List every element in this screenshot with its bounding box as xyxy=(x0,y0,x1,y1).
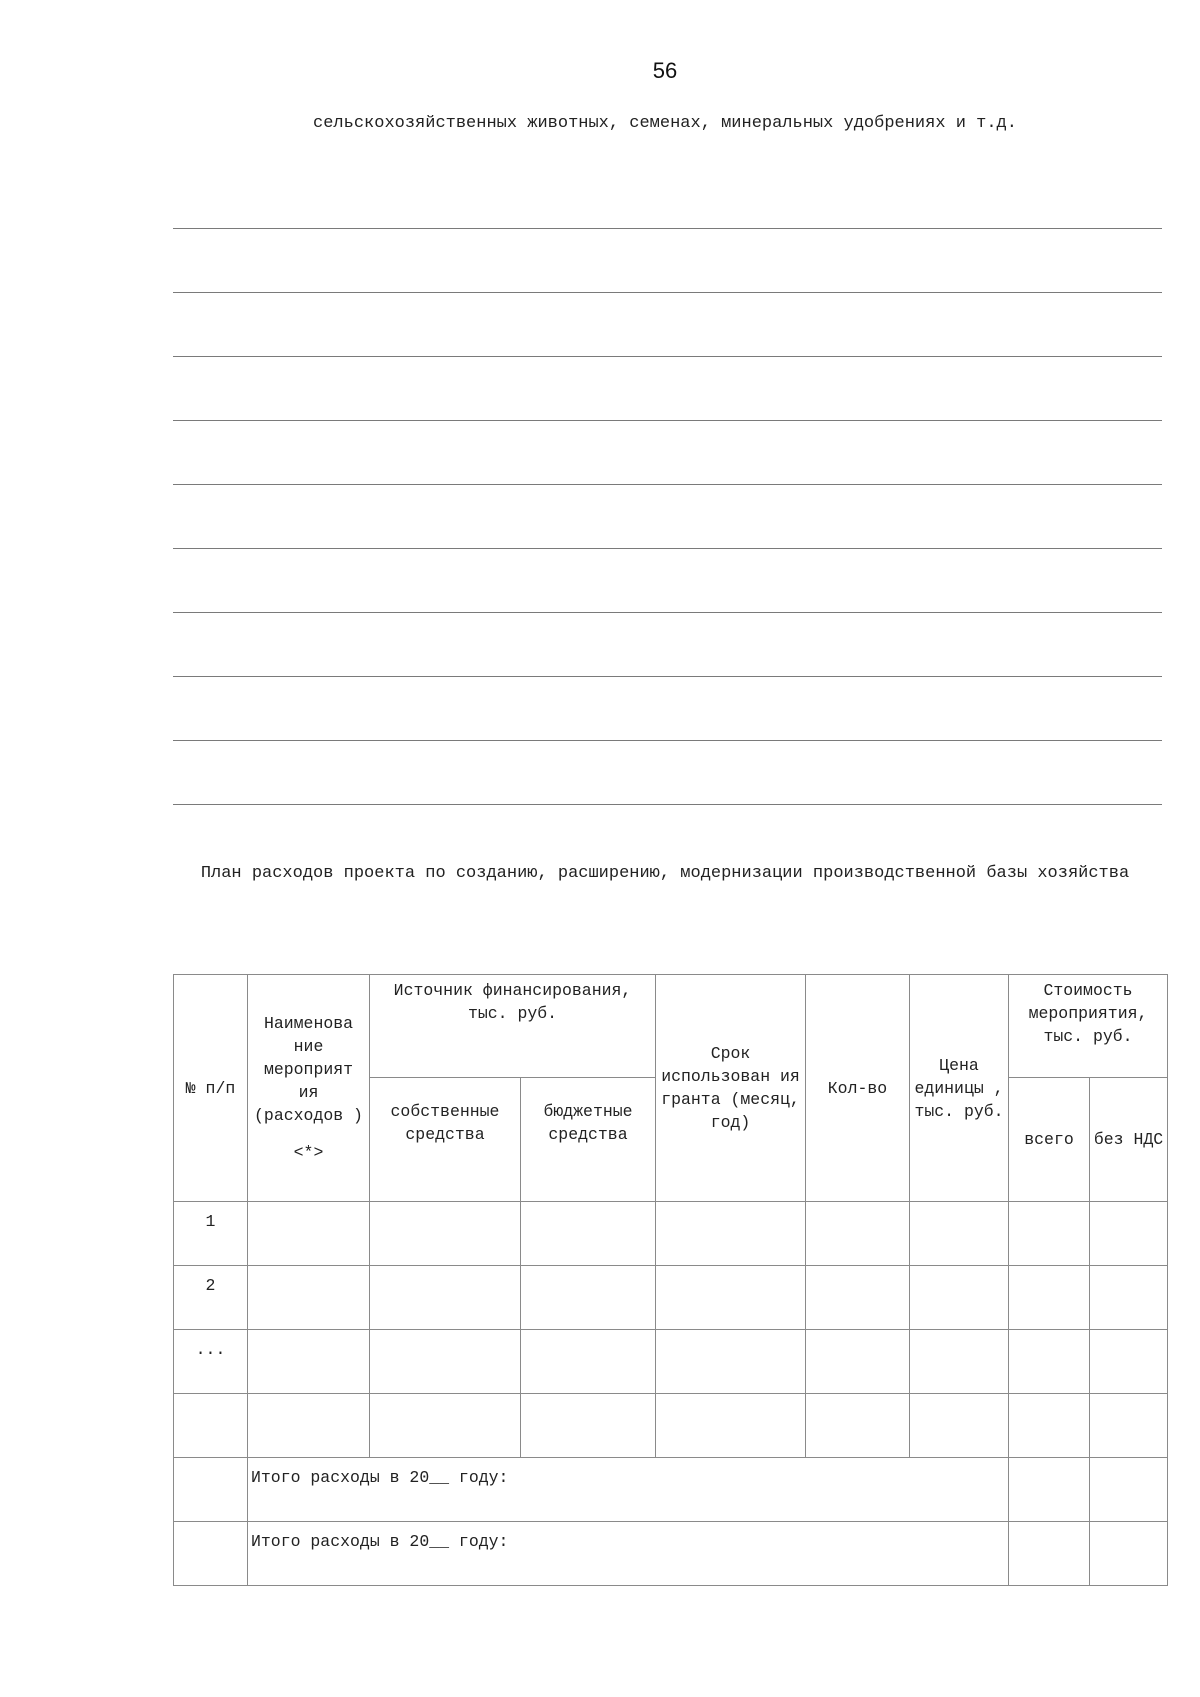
cell-qty[interactable] xyxy=(806,1202,910,1266)
table-row xyxy=(174,1330,1168,1394)
cell-qty[interactable] xyxy=(806,1394,910,1458)
table-row xyxy=(174,1266,1168,1330)
header-source-own: собственные средства xyxy=(370,1078,521,1202)
header-qty: Кол-во xyxy=(806,975,910,1202)
blank-line xyxy=(173,804,1162,805)
cell-term[interactable] xyxy=(656,1394,806,1458)
header-name-note: <*> xyxy=(293,1143,324,1162)
blank-line xyxy=(173,740,1162,741)
row-number: ... xyxy=(174,1330,248,1394)
totals-row-number xyxy=(174,1458,248,1522)
cell-cost-total[interactable] xyxy=(1009,1202,1090,1266)
cell-name[interactable] xyxy=(248,1266,370,1330)
cell-term[interactable] xyxy=(656,1330,806,1394)
header-price: Цена единицы , тыс. руб. xyxy=(910,975,1009,1202)
table-row xyxy=(174,1394,1168,1458)
totals-label: Итого расходы в 20__ году: xyxy=(248,1522,1009,1586)
blank-line xyxy=(173,612,1162,613)
blank-line xyxy=(173,484,1162,485)
cell-qty[interactable] xyxy=(806,1330,910,1394)
cell-qty[interactable] xyxy=(806,1266,910,1330)
totals-row-number xyxy=(174,1522,248,1586)
cell-own[interactable] xyxy=(370,1394,521,1458)
blank-line xyxy=(173,356,1162,357)
cell-own[interactable] xyxy=(370,1266,521,1330)
cell-cost-no-vat[interactable] xyxy=(1090,1330,1168,1394)
header-name: Наименова ние мероприят ия (расходов ) <*> xyxy=(248,975,370,1202)
cell-cost-total[interactable] xyxy=(1009,1330,1090,1394)
header-source: Источник финансирования, тыс. руб. xyxy=(370,975,656,1078)
intro-text: сельскохозяйственных животных, семенах, минеральных удобрениях и т.д. xyxy=(313,114,1017,133)
cell-price[interactable] xyxy=(910,1266,1009,1330)
header-cost-no-vat: без НДС xyxy=(1090,1078,1168,1202)
header-num: № п/п xyxy=(174,975,248,1202)
cell-cost-no-vat[interactable] xyxy=(1090,1394,1168,1458)
cell-total-no-vat[interactable] xyxy=(1090,1458,1168,1522)
cell-term[interactable] xyxy=(656,1266,806,1330)
cell-price[interactable] xyxy=(910,1202,1009,1266)
table-caption: План расходов проекта по созданию, расширению, модернизации производственной базы хозяйства xyxy=(200,864,1130,883)
table-row xyxy=(174,1202,1168,1266)
page-number: 56 xyxy=(652,58,678,83)
totals-row xyxy=(174,1522,1168,1586)
blank-line xyxy=(173,676,1162,677)
blank-line xyxy=(173,548,1162,549)
cell-cost-no-vat[interactable] xyxy=(1090,1266,1168,1330)
cell-total-sum[interactable] xyxy=(1009,1522,1090,1586)
cell-own[interactable] xyxy=(370,1330,521,1394)
cell-budget[interactable] xyxy=(521,1330,656,1394)
totals-label: Итого расходы в 20__ году: xyxy=(248,1458,1009,1522)
header-source-budget: бюджетные средства xyxy=(521,1078,656,1202)
cell-term[interactable] xyxy=(656,1202,806,1266)
header-cost-total: всего xyxy=(1009,1078,1090,1202)
row-number xyxy=(174,1394,248,1458)
expense-plan-table xyxy=(173,974,1168,1586)
cell-total-sum[interactable] xyxy=(1009,1458,1090,1522)
cell-cost-total[interactable] xyxy=(1009,1266,1090,1330)
cell-price[interactable] xyxy=(910,1330,1009,1394)
cell-name[interactable] xyxy=(248,1394,370,1458)
cell-budget[interactable] xyxy=(521,1394,656,1458)
cell-total-no-vat[interactable] xyxy=(1090,1522,1168,1586)
blank-line xyxy=(173,292,1162,293)
cell-price[interactable] xyxy=(910,1394,1009,1458)
cell-cost-no-vat[interactable] xyxy=(1090,1202,1168,1266)
row-number: 2 xyxy=(174,1266,248,1330)
header-term: Срок использован ия гранта (месяц, год) xyxy=(656,975,806,1202)
blank-line xyxy=(173,228,1162,229)
blank-line xyxy=(173,420,1162,421)
header-cost: Стоимость мероприятия, тыс. руб. xyxy=(1009,975,1168,1078)
cell-cost-total[interactable] xyxy=(1009,1394,1090,1458)
cell-name[interactable] xyxy=(248,1202,370,1266)
cell-name[interactable] xyxy=(248,1330,370,1394)
totals-row xyxy=(174,1458,1168,1522)
cell-budget[interactable] xyxy=(521,1266,656,1330)
row-number: 1 xyxy=(174,1202,248,1266)
cell-budget[interactable] xyxy=(521,1202,656,1266)
cell-own[interactable] xyxy=(370,1202,521,1266)
